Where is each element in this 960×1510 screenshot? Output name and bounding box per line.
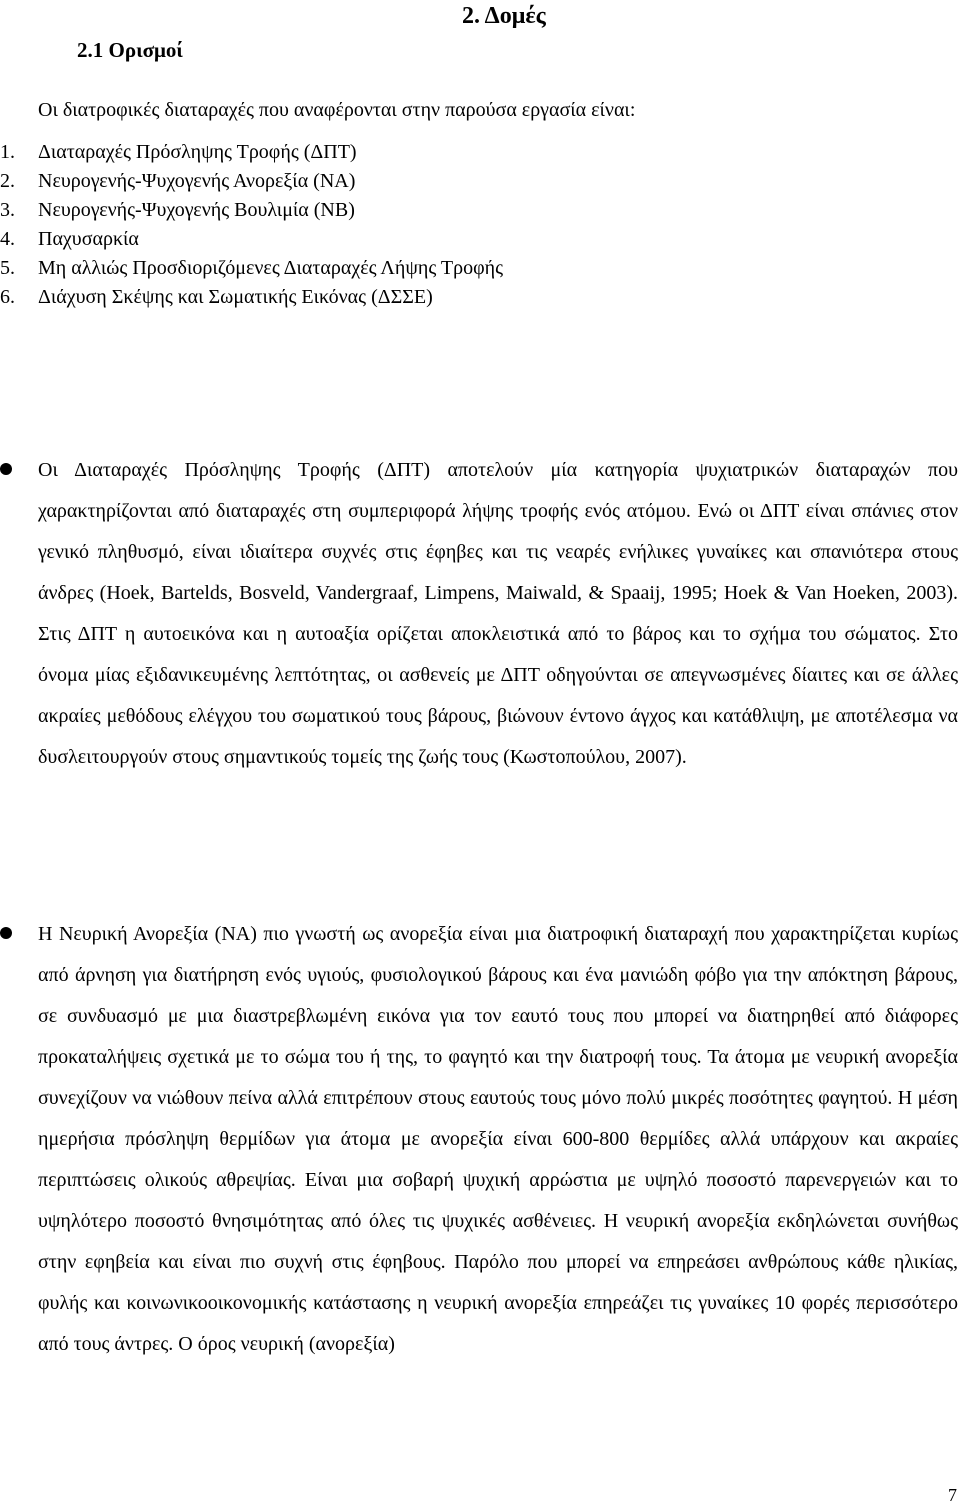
intro-text: Οι διατροφικές διαταραχές που αναφέρονται στην παρούσα εργασία είναι: bbox=[38, 99, 636, 121]
list-item-number: 5. bbox=[0, 257, 15, 279]
list-item-number: 4. bbox=[0, 228, 15, 250]
list-item-number: 6. bbox=[0, 286, 15, 308]
list-item-text: Νευρογενής-Ψυχογενής Ανορεξία (ΝΑ) bbox=[38, 170, 356, 192]
list-item bbox=[0, 196, 503, 225]
list-item-number: 3. bbox=[0, 199, 15, 221]
list-item bbox=[0, 138, 503, 167]
chapter-title: 2. Δομές bbox=[462, 3, 546, 29]
list-item-text: Παχυσαρκία bbox=[38, 228, 139, 250]
paragraph-anorexia: Η Νευρική Ανορεξία (ΝΑ) πιο γνωστή ως ανορεξία είναι μια διατροφική διαταραχή που χαρακτηρίζεται κυρίως από άρνηση για διατήρηση ενός υγιούς, φυσιολογικού βάρους και ένα μανιώδη φόβο για την απόκτηση βάρους, σε συνδυασμό με μια διαστρεβλωμένη εικόνα για τον εαυτό τους που μπορεί να διατηρηθεί από διάφορες προκαταλήψεις σχετικά με το σώμα του ή της, το φαγητό και την διατροφή τους. Τα άτομα με νευρική ανορεξία συνεχίζουν να νιώθουν πείνα αλλά επιτρέπουν στους εαυτούς τους μόνο πολύ μικρές ποσότητες φαγητού. Η μέση ημερήσια πρόσληψη θερμίδων για άτομα με ανορεξία είναι 600-800 θερμίδες αλλά υπάρχουν και ακραίες περιπτώσεις ολικούς αθρεψίας. Είναι μια σοβαρή ψυχική αρρώστια με υψηλό ποσοστό παρενεργειών και το υψηλότερο ποσοστό θνησιμότητας από όλες τις ψυχικές ασθένειες. Η νευρική ανορεξία εκδηλώνεται συνήθως στην εφηβεία και είναι πιο συχνή στις έφηβους. Παρόλο που μπορεί να επηρεάσει ανθρώπους κάθε ηλικίας, φυλής και κοινωνικοοικονομικής κατάστασης η νευρική ανορεξία επηρεάζει τις γυναίκες 10 φορές περισσότερο από τους άντρες. Ο όρος νευρική (ανορεξία) bbox=[38, 923, 958, 1355]
list-item-number: 2. bbox=[0, 170, 15, 192]
list-item-text: Νευρογενής-Ψυχογενής Βουλιμία (ΝΒ) bbox=[38, 199, 355, 221]
list-item bbox=[0, 283, 503, 312]
bullet-icon bbox=[0, 927, 12, 939]
list-item bbox=[0, 254, 503, 283]
list-item-text: Διαταραχές Πρόσληψης Τροφής (ΔΠΤ) bbox=[38, 141, 357, 163]
page-number: 7 bbox=[948, 1485, 957, 1505]
list-item-number: 1. bbox=[0, 141, 15, 163]
list-item bbox=[0, 225, 503, 254]
list-item bbox=[0, 167, 503, 196]
bullet-icon bbox=[0, 463, 12, 475]
paragraph-eating-disorders: Οι Διαταραχές Πρόσληψης Τροφής (ΔΠΤ) αποτελούν μία κατηγορία ψυχιατρικών διαταραχών που χαρακτηρίζονται από διαταραχές στη συμπεριφορά λήψης τροφής ενός ατόμου. Ενώ οι ΔΠΤ είναι σπάνιες στον γενικό πληθυσμό, είναι ιδιαίτερα συχνές στις έφηβες και τις νεαρές ενήλικες γυναίκες και σπανιότερα στους άνδρες (Hoek, Bartelds, Bosveld, Vandergraaf, Limpens, Maiwald, & Spaaij, 1995; Hoek & Van Hoeken, 2003). Στις ΔΠΤ η αυτοεικόνα και η αυτοαξία ορίζεται αποκλειστικά από το βάρος και το σχήμα του σώματος. Στο όνομα μίας εξιδανικευμένης λεπτότητας, οι ασθενείς με ΔΠΤ οδηγούνται σε απεγνωσμένες δίαιτες και σε άλλες ακραίες μεθόδους ελέγχου του σωματικού τους βάρους, βιώνουν έντονο άγχος και κατάθλιψη, με αποτέλεσμα να δυσλειτουργούν στους σημαντικούς τομείς της ζωής τους (Κωστοπούλου, 2007). bbox=[38, 459, 958, 768]
disorders-list bbox=[0, 138, 503, 312]
section-title: 2.1 Ορισμοί bbox=[77, 38, 183, 62]
list-item-text: Μη αλλιώς Προσδιοριζόμενες Διαταραχές Λήψης Τροφής bbox=[38, 257, 504, 279]
list-item-text: Διάχυση Σκέψης και Σωματικής Εικόνας (ΔΣΣΕ) bbox=[38, 286, 433, 308]
